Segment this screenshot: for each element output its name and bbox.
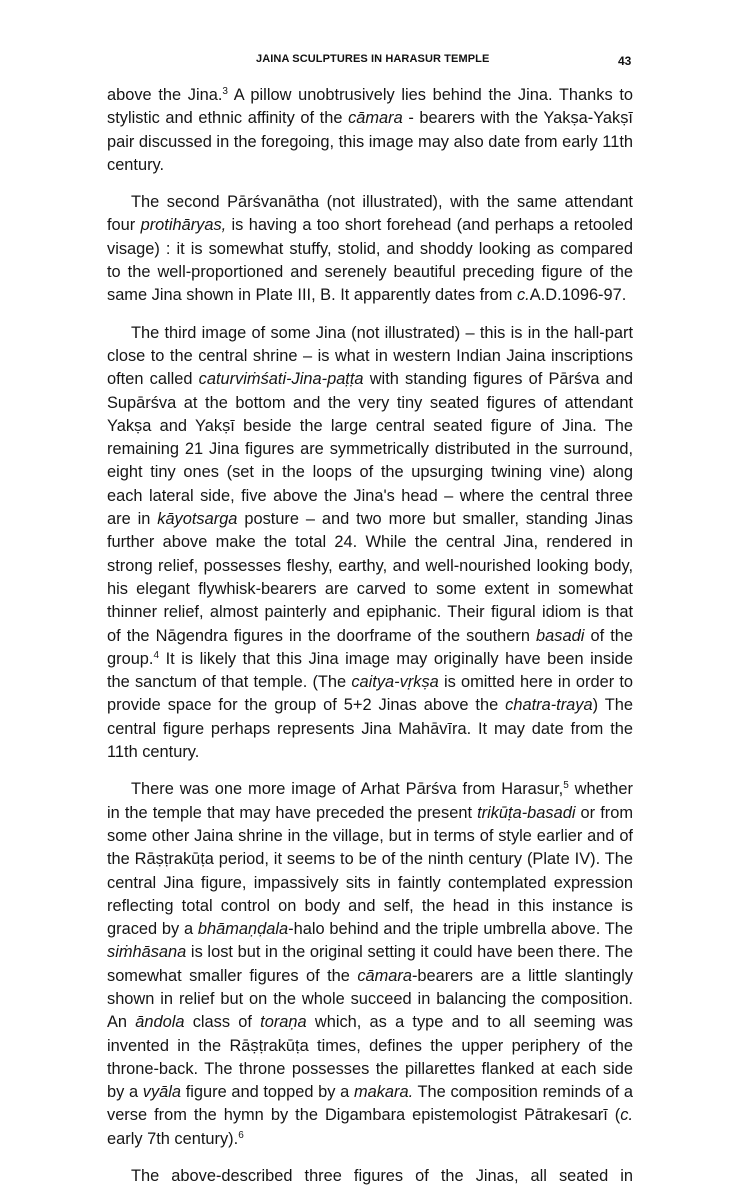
- italic-term: toraṇa: [260, 1013, 307, 1032]
- italic-term: cāmara: [348, 109, 403, 128]
- text-run: It is likely that this Jina image may originally have been inside the sanctum of that temple. (The: [107, 649, 633, 692]
- text-run: which, as a type and to all seeming was invented in the Rāṣṭrakūṭa times, defines the upper periphery of the throne-back. The throne possesses the pillarettes flanked at each side by a: [107, 1013, 633, 1102]
- italic-term: chatra-traya: [505, 696, 593, 715]
- text-run: The above-described three figures of the Jinas, all seated in: [131, 1167, 633, 1186]
- italic-term: trikūṭa-basadi: [477, 803, 576, 822]
- italic-term: c.: [516, 286, 530, 305]
- text-run: or from some other Jaina shrine in the village, but in terms of style earlier and of the Rāṣṭrakūṭa period, it seems to be of the ninth century (Plate IV). The central Jina figure, impassively sits in faintly contemplated expression reflecting total control on body and self, the head in this instance is graced by a: [107, 803, 633, 939]
- paragraph: [107, 84, 633, 177]
- paragraph: [107, 191, 633, 307]
- text-run: figure and topped by a: [181, 1083, 354, 1102]
- italic-term: protihāryas,: [140, 216, 227, 235]
- paragraph: [107, 1165, 633, 1188]
- italic-term: kāyotsarga: [157, 510, 238, 529]
- text-run: class of: [184, 1013, 261, 1032]
- page-number: 43: [618, 54, 632, 68]
- text-run: ) The central figure perhaps represents Jina Mahāvīra. It may date from the 11th century.: [107, 696, 633, 762]
- italic-term: bhāmaṇḍala: [197, 920, 289, 939]
- text-run: posture – and two more but smaller, standing Jinas further above make the total 24. While the central Jina, rendered in strong relief, possesses fleshy, earthy, and well-nourished looking body, his elegant flywhisk-bearers are carved to some extent in somewhat thinner relief, almost painterly and epiphanic. Their figural idiom is that of the Nāgendra figures in the doorframe of the southern: [107, 510, 633, 645]
- text-run: above the Jina.: [107, 86, 223, 104]
- footnote-ref: 5: [563, 780, 569, 792]
- text-run: The second Pārśvanātha (not illustrated), with the same attendant four: [107, 193, 633, 235]
- footnote-ref: 6: [238, 1129, 244, 1141]
- text-run: - bearers with the Yakṣa-Yakṣī pair discussed in the foregoing, this image may also date from early 11th century.: [107, 109, 633, 174]
- paragraph: [107, 778, 633, 1151]
- italic-term: caitya-vṛkṣa: [351, 673, 439, 692]
- italic-term: c.: [620, 1106, 633, 1125]
- text-run: -halo behind and the triple umbrella above. The: [288, 920, 633, 939]
- italic-term: vyāla: [142, 1083, 182, 1102]
- text-run: of the group.: [107, 626, 633, 668]
- text-run: A pillow unobtrusively lies behind the Jina. Thanks to stylistic and ethnic affinity of the: [107, 86, 633, 128]
- text-run: A.D.1096-97.: [529, 286, 627, 305]
- text-run: The third image of some Jina (not illustrated) – this is in the hall-part close to the central shrine – is what in western Indian Jaina inscriptions often called: [107, 323, 633, 389]
- text-run: The composition reminds of a verse from the hymn by the Digambara epistemologist Pātrakesarī (: [107, 1083, 633, 1125]
- italic-term: siṁhāsana: [107, 943, 187, 962]
- paragraph: [107, 322, 633, 765]
- italic-term: āndola: [135, 1013, 185, 1032]
- footnote-ref: 3: [222, 86, 228, 97]
- italic-term: caturviṁśati-Jina-paṭṭa: [198, 370, 364, 389]
- text-run: There was one more image of Arhat Pārśva from Harasur,: [131, 780, 564, 799]
- text-run: with standing figures of Pārśva and Supārśva at the bottom and the very tiny seated figures of attendant Yakṣa and Yakṣī beside the large central seated figure of Jina. The remaining 21 Jina figures are symmetrically distributed in the surround, eight tiny ones (set in the loops of the upsurging twining vine) along each lateral side, five above the Jina's head – where the central three are in: [107, 370, 633, 529]
- italic-term: makara.: [353, 1083, 414, 1102]
- text-run: is having a too short forehead (and perhaps a retooled visage) : it is somewhat stuffy, stolid, and shoddy looking as compared to the well-proportioned and serenely beautiful preceding figure of the same Jina shown in Plate III, B. It apparently dates from: [107, 216, 633, 305]
- running-header: JAINA SCULPTURES IN HARASUR TEMPLE: [256, 53, 490, 65]
- body-text: [107, 84, 633, 1188]
- text-run: early 7th century).: [107, 1129, 239, 1148]
- text-run: -bearers are a little slantingly shown in relief but on the whole succeed in balancing the composition. An: [107, 966, 633, 1032]
- text-run: is lost but in the original setting it could have been there. The somewhat smaller figures of the: [107, 943, 633, 985]
- text-run: whether in the temple that may have preceded the present: [107, 780, 633, 822]
- footnote-ref: 4: [153, 649, 160, 661]
- italic-term: basadi: [536, 626, 585, 645]
- italic-term: cāmara: [357, 966, 412, 985]
- text-run: is omitted here in order to provide space for the group of 5+2 Jinas above the: [107, 673, 634, 715]
